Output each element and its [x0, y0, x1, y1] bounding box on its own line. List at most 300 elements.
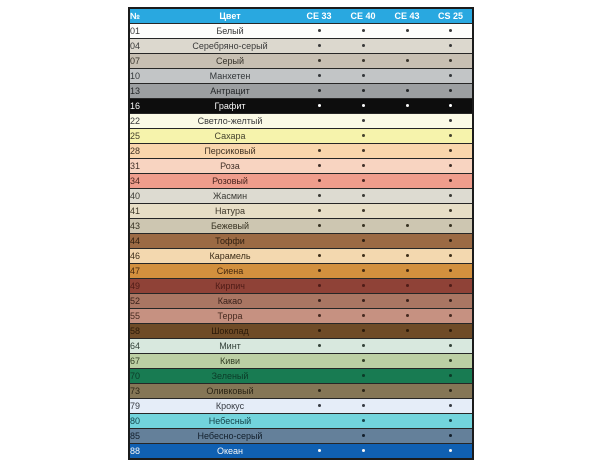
availability-dot [449, 119, 452, 122]
availability-cell [341, 324, 385, 339]
availability-cell [341, 264, 385, 279]
availability-cell [385, 114, 429, 129]
color-name: Тоффи [163, 234, 297, 249]
color-row [129, 354, 473, 369]
availability-dot [318, 44, 321, 47]
availability-dot [318, 314, 321, 317]
availability-dot [318, 389, 321, 392]
row-number: 31 [129, 159, 163, 174]
availability-dot [318, 254, 321, 257]
availability-cell [341, 69, 385, 84]
color-row [129, 54, 473, 69]
availability-cell [297, 414, 341, 429]
availability-dot [406, 299, 409, 302]
availability-dot [449, 44, 452, 47]
availability-dot [318, 149, 321, 152]
availability-cell [297, 204, 341, 219]
availability-cell [341, 204, 385, 219]
color-name: Светло-желтый [163, 114, 297, 129]
availability-cell [429, 234, 473, 249]
row-number: 79 [129, 399, 163, 414]
header-row [129, 8, 473, 24]
availability-cell [341, 234, 385, 249]
color-row [129, 84, 473, 99]
availability-cell [341, 159, 385, 174]
availability-dot [362, 329, 365, 332]
availability-dot [318, 194, 321, 197]
color-row [129, 219, 473, 234]
color-row [129, 39, 473, 54]
color-name: Какао [163, 294, 297, 309]
availability-cell [385, 24, 429, 39]
availability-dot [362, 344, 365, 347]
availability-cell [429, 204, 473, 219]
color-row [129, 69, 473, 84]
availability-dot [318, 404, 321, 407]
availability-dot [362, 284, 365, 287]
color-name: Персиковый [163, 144, 297, 159]
availability-dot [362, 44, 365, 47]
color-row [129, 174, 473, 189]
availability-cell [341, 249, 385, 264]
row-number: 52 [129, 294, 163, 309]
row-number: 10 [129, 69, 163, 84]
availability-dot [449, 104, 452, 107]
color-name: Киви [163, 354, 297, 369]
availability-dot [362, 149, 365, 152]
availability-cell [429, 339, 473, 354]
availability-cell [341, 369, 385, 384]
availability-cell [341, 129, 385, 144]
row-number: 25 [129, 129, 163, 144]
availability-dot [362, 209, 365, 212]
availability-cell [297, 129, 341, 144]
availability-cell [341, 294, 385, 309]
color-name: Антрацит [163, 84, 297, 99]
availability-cell [297, 384, 341, 399]
availability-dot [362, 404, 365, 407]
availability-cell [429, 39, 473, 54]
availability-cell [385, 174, 429, 189]
availability-dot [406, 269, 409, 272]
row-number: 13 [129, 84, 163, 99]
color-name: Оливковый [163, 384, 297, 399]
availability-cell [385, 264, 429, 279]
availability-dot [362, 434, 365, 437]
availability-dot [318, 329, 321, 332]
color-name: Небесный [163, 414, 297, 429]
color-name: Океан [163, 444, 297, 460]
row-number: 41 [129, 204, 163, 219]
availability-dot [449, 179, 452, 182]
availability-cell [341, 429, 385, 444]
column-header-ce43: CE 43 [385, 8, 429, 24]
availability-cell [341, 39, 385, 54]
row-number: 28 [129, 144, 163, 159]
availability-cell [429, 324, 473, 339]
availability-cell [429, 114, 473, 129]
availability-dot [362, 389, 365, 392]
availability-dot [362, 374, 365, 377]
availability-cell [429, 174, 473, 189]
availability-cell [341, 444, 385, 460]
availability-cell [385, 189, 429, 204]
availability-cell [297, 144, 341, 159]
color-row [129, 444, 473, 460]
availability-dot [449, 374, 452, 377]
color-name: Небесно-серый [163, 429, 297, 444]
availability-dot [449, 59, 452, 62]
color-name: Манхетен [163, 69, 297, 84]
availability-dot [362, 419, 365, 422]
color-name: Зеленый [163, 369, 297, 384]
color-name: Сахара [163, 129, 297, 144]
color-row [129, 369, 473, 384]
availability-dot [406, 224, 409, 227]
availability-cell [297, 339, 341, 354]
row-number: 04 [129, 39, 163, 54]
color-row [129, 114, 473, 129]
availability-dot [449, 209, 452, 212]
availability-dot [449, 89, 452, 92]
row-number: 67 [129, 354, 163, 369]
availability-dot [406, 59, 409, 62]
availability-cell [297, 219, 341, 234]
availability-dot [449, 359, 452, 362]
availability-cell [297, 24, 341, 39]
availability-cell [429, 309, 473, 324]
availability-cell [297, 114, 341, 129]
availability-dot [449, 149, 452, 152]
column-header-ce40: CE 40 [341, 8, 385, 24]
row-number: 34 [129, 174, 163, 189]
availability-cell [297, 69, 341, 84]
availability-dot [318, 209, 321, 212]
availability-cell [385, 39, 429, 54]
availability-dot [362, 314, 365, 317]
row-number: 70 [129, 369, 163, 384]
availability-cell [341, 99, 385, 114]
availability-cell [429, 84, 473, 99]
availability-cell [429, 99, 473, 114]
availability-dot [449, 404, 452, 407]
availability-dot [362, 254, 365, 257]
color-row [129, 144, 473, 159]
color-name: Минт [163, 339, 297, 354]
color-name: Кирпич [163, 279, 297, 294]
color-name: Крокус [163, 399, 297, 414]
availability-cell [429, 399, 473, 414]
availability-dot [318, 284, 321, 287]
availability-cell [297, 99, 341, 114]
row-number: 07 [129, 54, 163, 69]
availability-dot [362, 89, 365, 92]
availability-cell [341, 219, 385, 234]
row-number: 16 [129, 99, 163, 114]
column-header-color: Цвет [163, 8, 297, 24]
availability-dot [318, 269, 321, 272]
availability-cell [429, 144, 473, 159]
row-number: 88 [129, 444, 163, 460]
row-number: 49 [129, 279, 163, 294]
row-number: 80 [129, 414, 163, 429]
availability-dot [362, 119, 365, 122]
availability-cell [429, 129, 473, 144]
availability-cell [429, 369, 473, 384]
availability-cell [429, 24, 473, 39]
availability-cell [429, 219, 473, 234]
color-row [129, 294, 473, 309]
availability-dot [362, 74, 365, 77]
availability-cell [429, 69, 473, 84]
row-number: 46 [129, 249, 163, 264]
availability-dot [362, 194, 365, 197]
color-name: Белый [163, 24, 297, 39]
availability-dot [449, 434, 452, 437]
availability-dot [449, 344, 452, 347]
availability-cell [297, 279, 341, 294]
color-row [129, 339, 473, 354]
availability-cell [385, 219, 429, 234]
availability-cell [385, 399, 429, 414]
availability-cell [429, 279, 473, 294]
availability-cell [385, 279, 429, 294]
availability-cell [385, 309, 429, 324]
color-name: Жасмин [163, 189, 297, 204]
grout-color-table [128, 7, 474, 460]
availability-dot [449, 224, 452, 227]
row-number: 01 [129, 24, 163, 39]
availability-dot [362, 29, 365, 32]
availability-cell [385, 324, 429, 339]
row-number: 22 [129, 114, 163, 129]
availability-cell [297, 399, 341, 414]
availability-dot [318, 179, 321, 182]
availability-dot [406, 314, 409, 317]
availability-cell [341, 189, 385, 204]
availability-cell [297, 174, 341, 189]
color-name: Карамель [163, 249, 297, 264]
availability-dot [318, 74, 321, 77]
color-row [129, 129, 473, 144]
availability-cell [297, 159, 341, 174]
color-name: Натура [163, 204, 297, 219]
color-row [129, 384, 473, 399]
availability-dot [318, 224, 321, 227]
availability-cell [297, 189, 341, 204]
availability-dot [449, 134, 452, 137]
availability-dot [406, 254, 409, 257]
availability-cell [297, 354, 341, 369]
availability-dot [318, 299, 321, 302]
availability-cell [341, 399, 385, 414]
availability-dot [449, 269, 452, 272]
availability-dot [362, 104, 365, 107]
availability-cell [341, 414, 385, 429]
color-name: Роза [163, 159, 297, 174]
color-name: Шоколад [163, 324, 297, 339]
row-number: 64 [129, 339, 163, 354]
color-row [129, 279, 473, 294]
color-row [129, 399, 473, 414]
color-name: Терра [163, 309, 297, 324]
availability-dot [362, 449, 365, 452]
availability-cell [297, 84, 341, 99]
availability-cell [341, 339, 385, 354]
availability-cell [385, 129, 429, 144]
row-number: 55 [129, 309, 163, 324]
availability-dot [406, 104, 409, 107]
availability-dot [362, 179, 365, 182]
availability-cell [429, 384, 473, 399]
color-name: Сиена [163, 264, 297, 279]
color-name: Серебряно-серый [163, 39, 297, 54]
availability-dot [449, 239, 452, 242]
color-row [129, 324, 473, 339]
availability-cell [341, 354, 385, 369]
availability-cell [297, 324, 341, 339]
availability-cell [429, 354, 473, 369]
column-header-number: № [129, 8, 163, 24]
availability-cell [385, 249, 429, 264]
availability-cell [297, 54, 341, 69]
availability-cell [385, 414, 429, 429]
availability-cell [297, 249, 341, 264]
color-row [129, 24, 473, 39]
availability-cell [385, 339, 429, 354]
availability-dot [362, 269, 365, 272]
row-number: 43 [129, 219, 163, 234]
availability-dot [449, 284, 452, 287]
color-table-body [129, 24, 473, 460]
availability-cell [341, 279, 385, 294]
availability-cell [429, 444, 473, 460]
availability-cell [297, 264, 341, 279]
availability-dot [449, 389, 452, 392]
availability-cell [341, 114, 385, 129]
availability-cell [341, 309, 385, 324]
availability-cell [297, 39, 341, 54]
availability-cell [341, 174, 385, 189]
row-number: 58 [129, 324, 163, 339]
availability-cell [429, 189, 473, 204]
availability-dot [449, 29, 452, 32]
availability-dot [406, 329, 409, 332]
color-name: Графит [163, 99, 297, 114]
availability-cell [385, 444, 429, 460]
color-row [129, 189, 473, 204]
availability-dot [318, 59, 321, 62]
color-name: Бежевый [163, 219, 297, 234]
color-row [129, 414, 473, 429]
availability-cell [429, 264, 473, 279]
availability-cell [341, 24, 385, 39]
availability-cell [385, 369, 429, 384]
availability-cell [385, 99, 429, 114]
column-header-ce33: CE 33 [297, 8, 341, 24]
row-number: 40 [129, 189, 163, 204]
availability-cell [341, 384, 385, 399]
availability-dot [362, 134, 365, 137]
availability-cell [429, 414, 473, 429]
availability-dot [449, 74, 452, 77]
availability-dot [449, 314, 452, 317]
availability-cell [385, 354, 429, 369]
availability-cell [385, 294, 429, 309]
availability-cell [297, 429, 341, 444]
availability-dot [318, 164, 321, 167]
availability-cell [385, 429, 429, 444]
color-name: Серый [163, 54, 297, 69]
availability-dot [406, 284, 409, 287]
availability-cell [429, 429, 473, 444]
availability-cell [385, 234, 429, 249]
availability-cell [297, 309, 341, 324]
color-row [129, 429, 473, 444]
availability-dot [449, 299, 452, 302]
column-header-cs25: CS 25 [429, 8, 473, 24]
availability-dot [449, 419, 452, 422]
availability-dot [406, 89, 409, 92]
availability-dot [406, 29, 409, 32]
availability-cell [385, 144, 429, 159]
color-row [129, 234, 473, 249]
color-row [129, 249, 473, 264]
availability-cell [341, 84, 385, 99]
availability-cell [385, 54, 429, 69]
availability-cell [385, 204, 429, 219]
row-number: 44 [129, 234, 163, 249]
color-row [129, 159, 473, 174]
availability-dot [449, 194, 452, 197]
availability-dot [318, 449, 321, 452]
availability-dot [318, 344, 321, 347]
availability-dot [449, 449, 452, 452]
availability-cell [341, 144, 385, 159]
availability-cell [385, 384, 429, 399]
availability-cell [341, 54, 385, 69]
row-number: 73 [129, 384, 163, 399]
color-name: Розовый [163, 174, 297, 189]
availability-dot [449, 329, 452, 332]
availability-dot [362, 224, 365, 227]
availability-cell [429, 249, 473, 264]
availability-dot [362, 239, 365, 242]
availability-dot [362, 164, 365, 167]
availability-cell [429, 159, 473, 174]
color-row [129, 264, 473, 279]
availability-cell [297, 294, 341, 309]
availability-cell [297, 444, 341, 460]
availability-dot [449, 254, 452, 257]
availability-cell [385, 69, 429, 84]
row-number: 85 [129, 429, 163, 444]
availability-cell [297, 369, 341, 384]
availability-dot [362, 299, 365, 302]
availability-cell [385, 159, 429, 174]
availability-dot [362, 359, 365, 362]
color-row [129, 309, 473, 324]
row-number: 47 [129, 264, 163, 279]
color-row [129, 204, 473, 219]
availability-dot [318, 104, 321, 107]
availability-cell [297, 234, 341, 249]
availability-dot [318, 89, 321, 92]
availability-cell [429, 54, 473, 69]
availability-dot [449, 164, 452, 167]
availability-dot [362, 59, 365, 62]
availability-cell [385, 84, 429, 99]
